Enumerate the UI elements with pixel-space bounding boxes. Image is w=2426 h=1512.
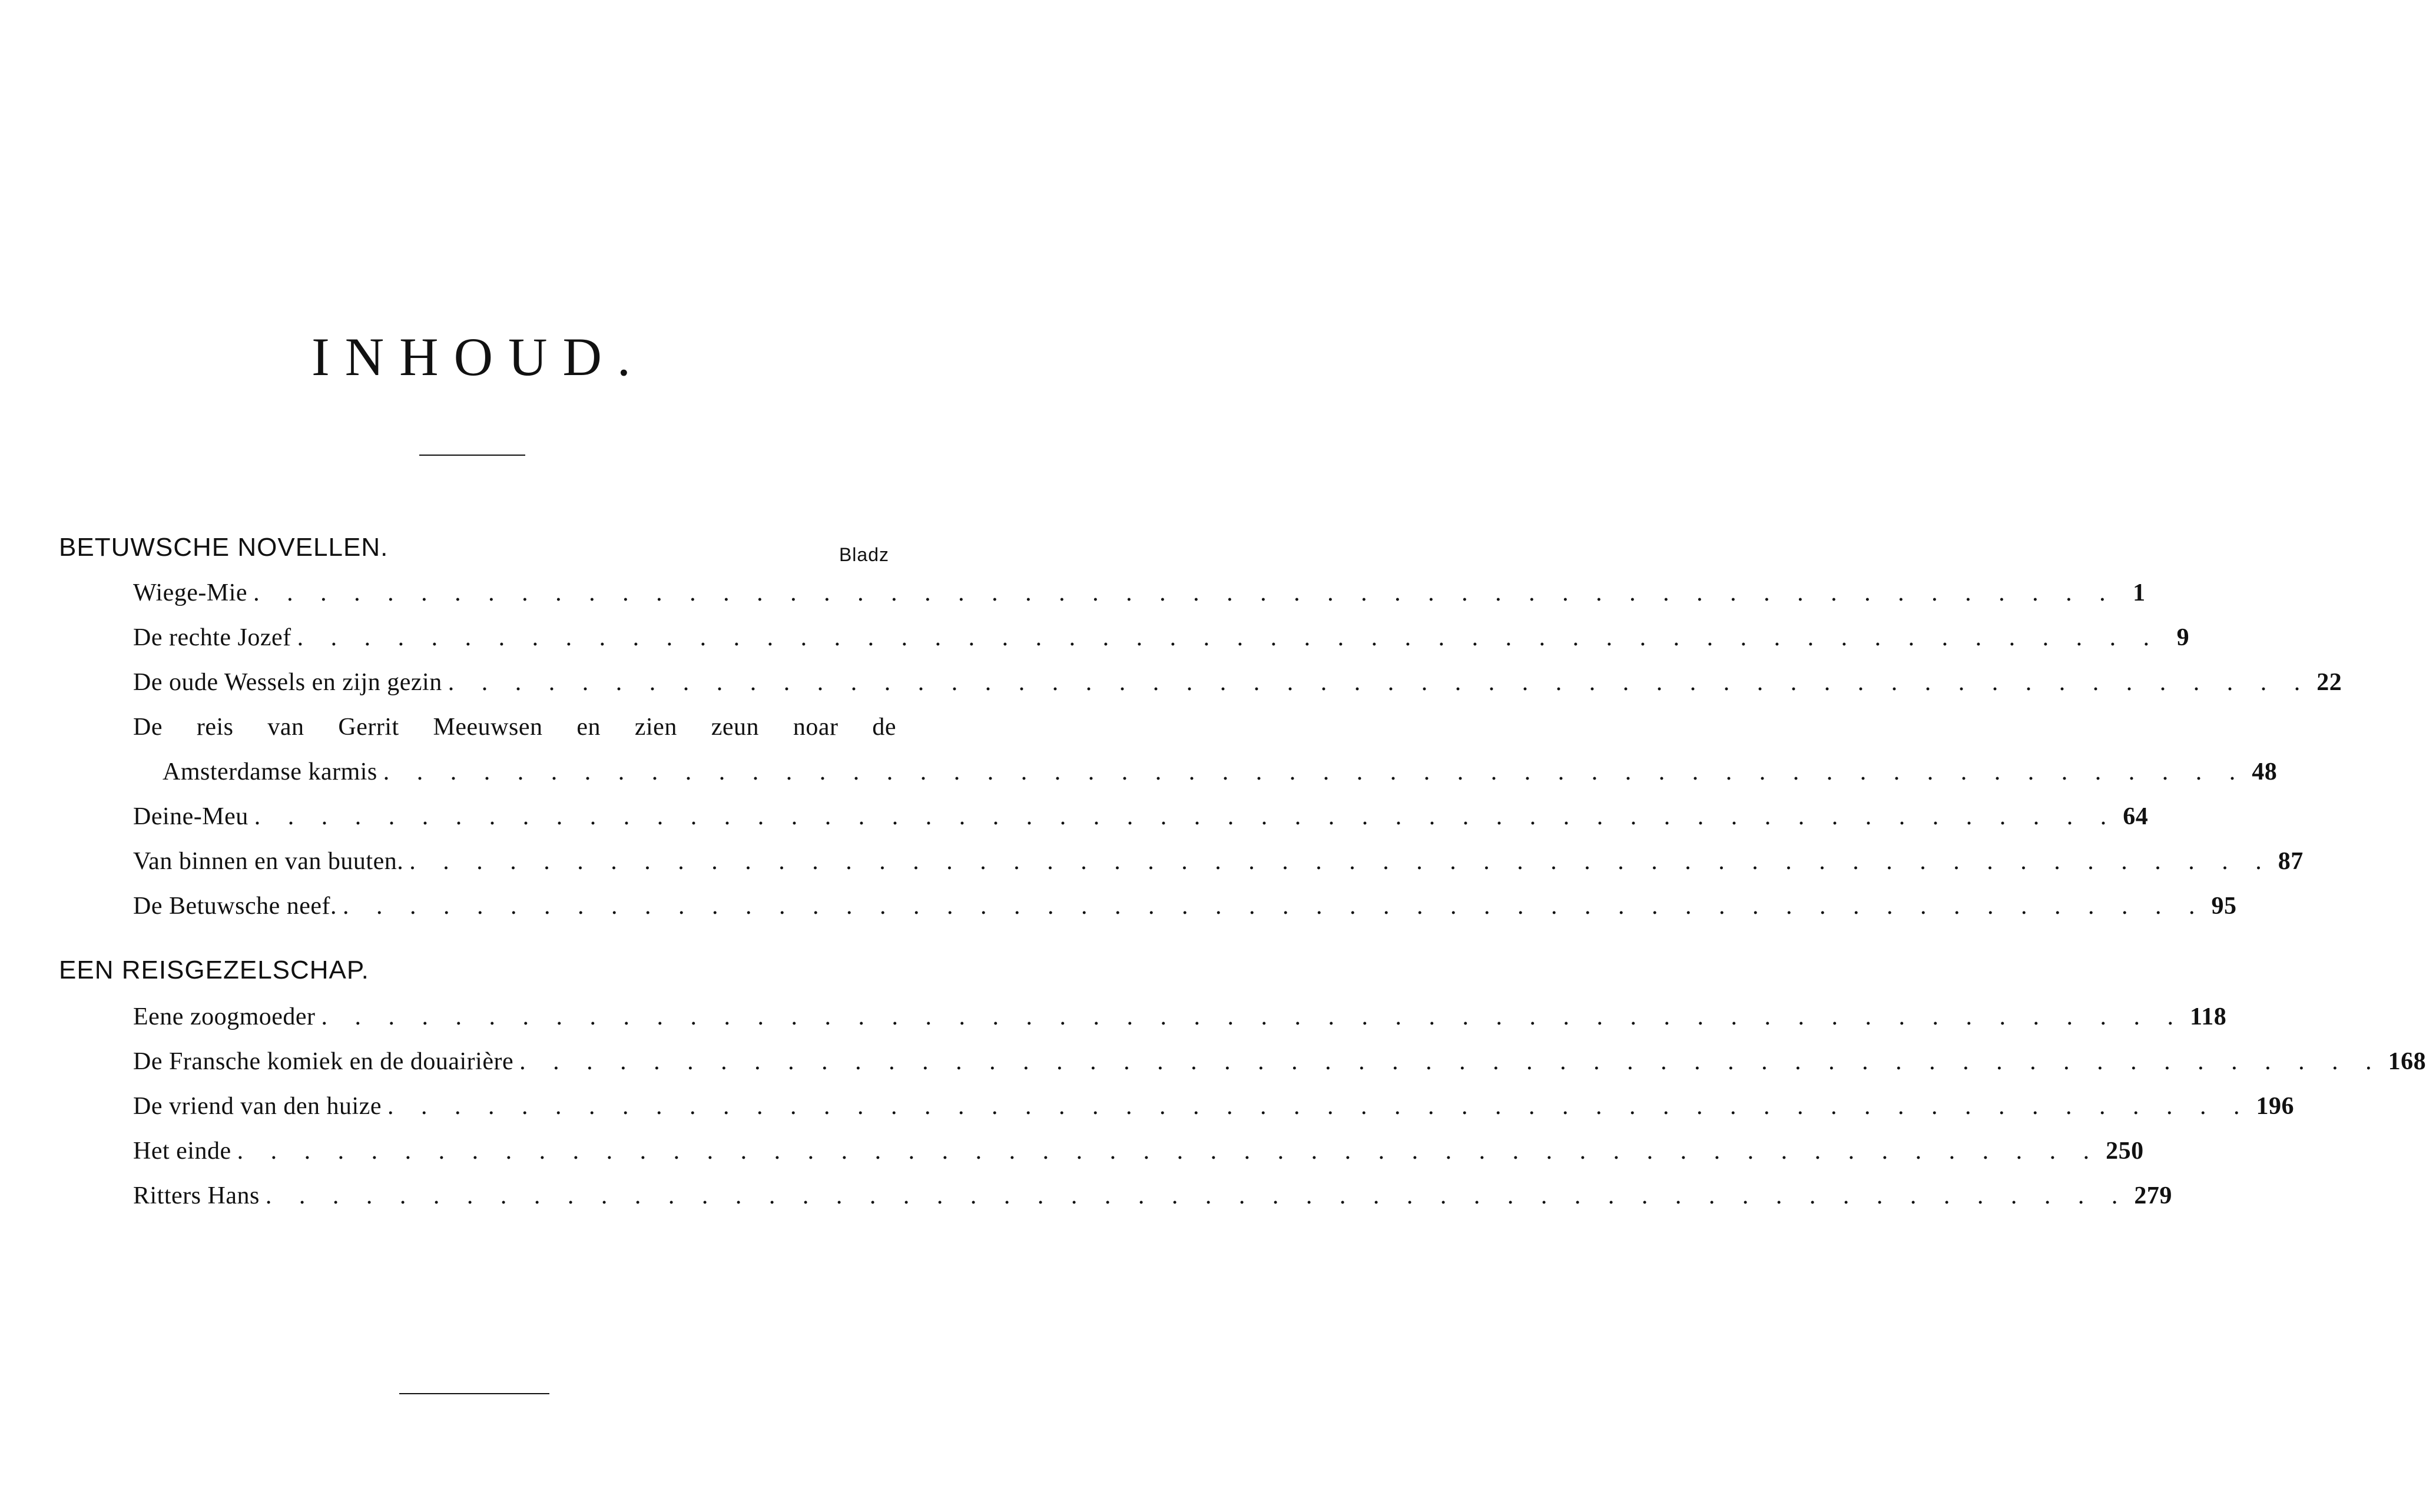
toc-entry-page: 48	[2252, 758, 2278, 785]
toc-entry-page: 279	[2134, 1182, 2172, 1209]
dot-leader: . . . . . . . . . . . . . . . . . . . . . . . . . . . . . . . . . . . . . . . . . . . . . . . . . . . . . . . .	[448, 669, 2311, 696]
dot-leader: . . . . . . . . . . . . . . . . . . . . . . . . . . . . . . . . . . . . . . . . . . . . . . . . . . . . . . . .	[383, 758, 2246, 785]
toc-entry-title: Deine-Meu	[133, 803, 248, 830]
dot-leader: . . . . . . . . . . . . . . . . . . . . . . . . . . . . . . . . . . . . . . . . . . . . . . . . . . . . . . . .	[254, 803, 2117, 830]
title-divider	[419, 455, 525, 456]
toc-entry[interactable]	[133, 893, 2237, 920]
toc-entry[interactable]	[133, 669, 2342, 696]
toc-entry-page: 250	[2106, 1138, 2144, 1165]
toc-entry[interactable]	[133, 848, 2304, 875]
toc-entry-page: 95	[2211, 893, 2237, 920]
toc-entry-title: De Betuwsche neef.	[133, 893, 337, 920]
toc-entry-page: 64	[2123, 803, 2149, 830]
toc-entry[interactable]	[133, 1182, 2172, 1209]
toc-entry-title-line1[interactable]: De reis van Gerrit Meeuwsen en zien zeun noar de	[133, 714, 896, 741]
dot-leader: . . . . . . . . . . . . . . . . . . . . . . . . . . . . . . . . . . . . . . . . . . . . . . . . . . . . . . . .	[265, 1182, 2129, 1209]
toc-entry-title: Het einde	[133, 1138, 231, 1165]
toc-entry-page: 1	[2133, 579, 2146, 606]
toc-entry[interactable]	[133, 1003, 2227, 1030]
dot-leader: . . . . . . . . . . . . . . . . . . . . . . . . . . . . . . . . . . . . . . . . . . . . . . . . . . . . . . . .	[387, 1093, 2251, 1120]
toc-entry-title: De rechte Jozef	[133, 624, 291, 651]
toc-entry-page: 9	[2176, 624, 2190, 651]
toc-entry-title: De Fransche komiek en de douairière	[133, 1048, 514, 1075]
toc-entry-page: 87	[2278, 848, 2304, 875]
toc-entry-title-line2: Amsterdamse karmis	[163, 758, 377, 785]
toc-entry-title: De vriend van den huize	[133, 1093, 382, 1120]
toc-entry[interactable]	[133, 1048, 2426, 1075]
toc-entry[interactable]	[133, 803, 2149, 830]
closing-divider	[399, 1393, 549, 1394]
toc-entry-title: De oude Wessels en zijn gezin	[133, 669, 442, 696]
toc-entry-title: Eene zoogmoeder	[133, 1003, 316, 1030]
toc-entry-page: 118	[2190, 1003, 2227, 1030]
dot-leader: . . . . . . . . . . . . . . . . . . . . . . . . . . . . . . . . . . . . . . . . . . . . . . . . . . . . . . . .	[409, 848, 2272, 875]
page-title: INHOUD.	[311, 327, 646, 387]
dot-leader: . . . . . . . . . . . . . . . . . . . . . . . . . . . . . . . . . . . . . . . . . . . . . . . . . . . . . . . .	[343, 893, 2206, 920]
toc-entry-title: Van binnen en van buuten.	[133, 848, 404, 875]
toc-entry-page: 168	[2388, 1048, 2426, 1075]
toc-entry-page: 196	[2256, 1093, 2295, 1120]
dot-leader: . . . . . . . . . . . . . . . . . . . . . . . . . . . . . . . . . . . . . . . . . . . . . . . . . . . . . . . .	[297, 624, 2160, 651]
toc-entry-title: Ritters Hans	[133, 1182, 260, 1209]
toc-entry-title: Wiege-Mie	[133, 579, 248, 606]
dot-leader: . . . . . . . . . . . . . . . . . . . . . . . . . . . . . . . . . . . . . . . . . . . . . . . . . . . . . . . .	[237, 1138, 2100, 1165]
section-heading-een-reisgezelschap: EEN REISGEZELSCHAP.	[59, 956, 369, 984]
toc-entry[interactable]	[133, 624, 2190, 651]
toc-entry[interactable]	[133, 1093, 2295, 1120]
dot-leader: . . . . . . . . . . . . . . . . . . . . . . . . . . . . . . . . . . . . . . . . . . . . . . . . . . . . . . . .	[321, 1003, 2185, 1030]
section-heading-betuwsche-novellen: BETUWSCHE NOVELLEN.	[59, 533, 389, 562]
dot-leader: . . . . . . . . . . . . . . . . . . . . . . . . . . . . . . . . . . . . . . . . . . . . . . . . . . . . . . . .	[519, 1048, 2382, 1075]
toc-entry-page: 22	[2316, 669, 2342, 696]
dot-leader: . . . . . . . . . . . . . . . . . . . . . . . . . . . . . . . . . . . . . . . . . . . . . . . . . . . . . . . .	[253, 579, 2116, 606]
toc-entry[interactable]	[133, 579, 2146, 606]
toc-entry[interactable]	[163, 758, 2278, 785]
page-column-header: Bladz	[839, 544, 889, 565]
toc-entry[interactable]	[133, 1138, 2144, 1165]
